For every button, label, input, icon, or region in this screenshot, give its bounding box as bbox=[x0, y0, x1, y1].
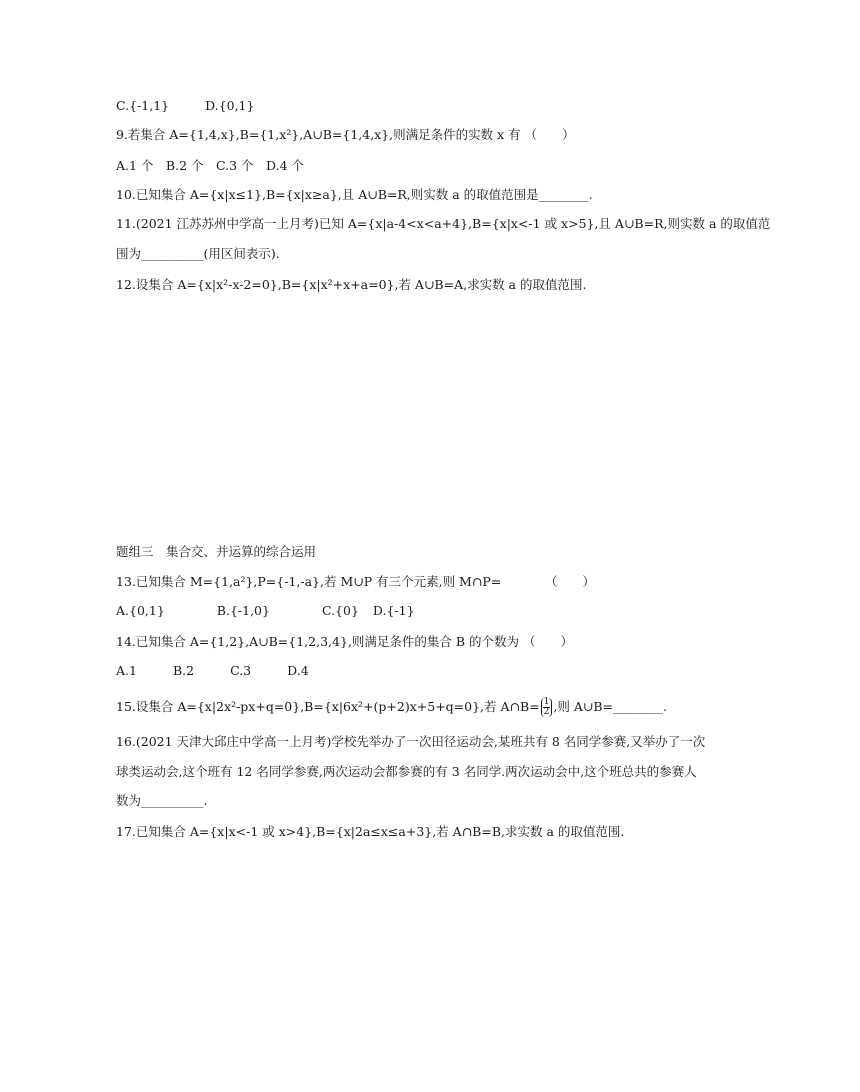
q14-options bbox=[116, 662, 309, 680]
question-16: 16.(2021 天津大邱庄中学高一上月考)学校先举办了一次田径运动会,某班共有 8 名同学参赛,又举办了一次 bbox=[116, 734, 706, 749]
option-d: D.{0,1} bbox=[205, 98, 255, 113]
question-17: 17.已知集合 A={x|x<-1 或 x>4},B={x|2a≤x≤a+3},若 A∩B=B,求实数 a 的取值范围. bbox=[116, 824, 625, 839]
option-b: B.{-1,0} bbox=[216, 603, 270, 618]
section-heading: 题组三 集合交、并运算的综合运用 bbox=[116, 544, 317, 559]
question-15-text-end: ,则 A∪B=________. bbox=[553, 699, 667, 714]
question-15 bbox=[116, 698, 667, 717]
option-d: D.4 bbox=[287, 663, 309, 678]
option-c: C.{-1,1} bbox=[116, 98, 170, 113]
fraction-set bbox=[541, 698, 553, 717]
question-16-cont: 球类运动会,这个班有 12 名同学参赛,两次运动会都参赛的有 3 名同学.两次运动会中,这个班总共的参赛人 bbox=[116, 764, 697, 779]
option-a: A.1 bbox=[116, 663, 137, 678]
question-13: 13.已知集合 M={1,a²},P={-1,-a},若 M∪P 有三个元素,则 M∩P= （ ） bbox=[116, 574, 595, 589]
option-d: D.{-1} bbox=[372, 603, 415, 618]
question-12: 12.设集合 A={x|x²-x-2=0},B={x|x²+x+a=0},若 A∪B=A,求实数 a 的取值范围. bbox=[116, 277, 587, 292]
option-c: C.{0} bbox=[321, 603, 359, 618]
q13-options bbox=[116, 602, 415, 620]
question-9: 9.若集合 A={1,4,x},B={1,x²},A∪B={1,4,x},则满足条件的实数 x 有 （ ） bbox=[116, 127, 575, 142]
option-a: A.{0,1} bbox=[116, 603, 165, 618]
q9-options: A.1 个 B.2 个 C.3 个 D.4 个 bbox=[116, 158, 305, 173]
fraction-denominator: 2 bbox=[543, 707, 550, 717]
fraction-numerator: 1 bbox=[543, 697, 550, 707]
question-10: 10.已知集合 A={x|x≤1},B={x|x≥a},且 A∪B=R,则实数 a 的取值范围是________. bbox=[116, 187, 593, 202]
question-11: 11.(2021 江苏苏州中学高一上月考)已知 A={x|a-4<x<a+4},B={x|x<-1 或 x>5},且 A∪B=R,则实数 a 的取值范 bbox=[116, 216, 771, 231]
question-14: 14.已知集合 A={1,2},A∪B={1,2,3,4},则满足条件的集合 B 的个数为 （ ） bbox=[116, 634, 573, 649]
question-15-text: 15.设集合 A={x|2x²-px+q=0},B={x|6x²+(p+2)x+5+q=0},若 A∩B= bbox=[116, 699, 540, 714]
question-11-cont: 围为__________(用区间表示). bbox=[116, 246, 280, 261]
option-b: B.2 bbox=[172, 663, 195, 678]
option-c: C.3 bbox=[230, 663, 252, 678]
question-16-end: 数为__________. bbox=[116, 793, 208, 808]
q8-options-cd bbox=[116, 97, 254, 115]
